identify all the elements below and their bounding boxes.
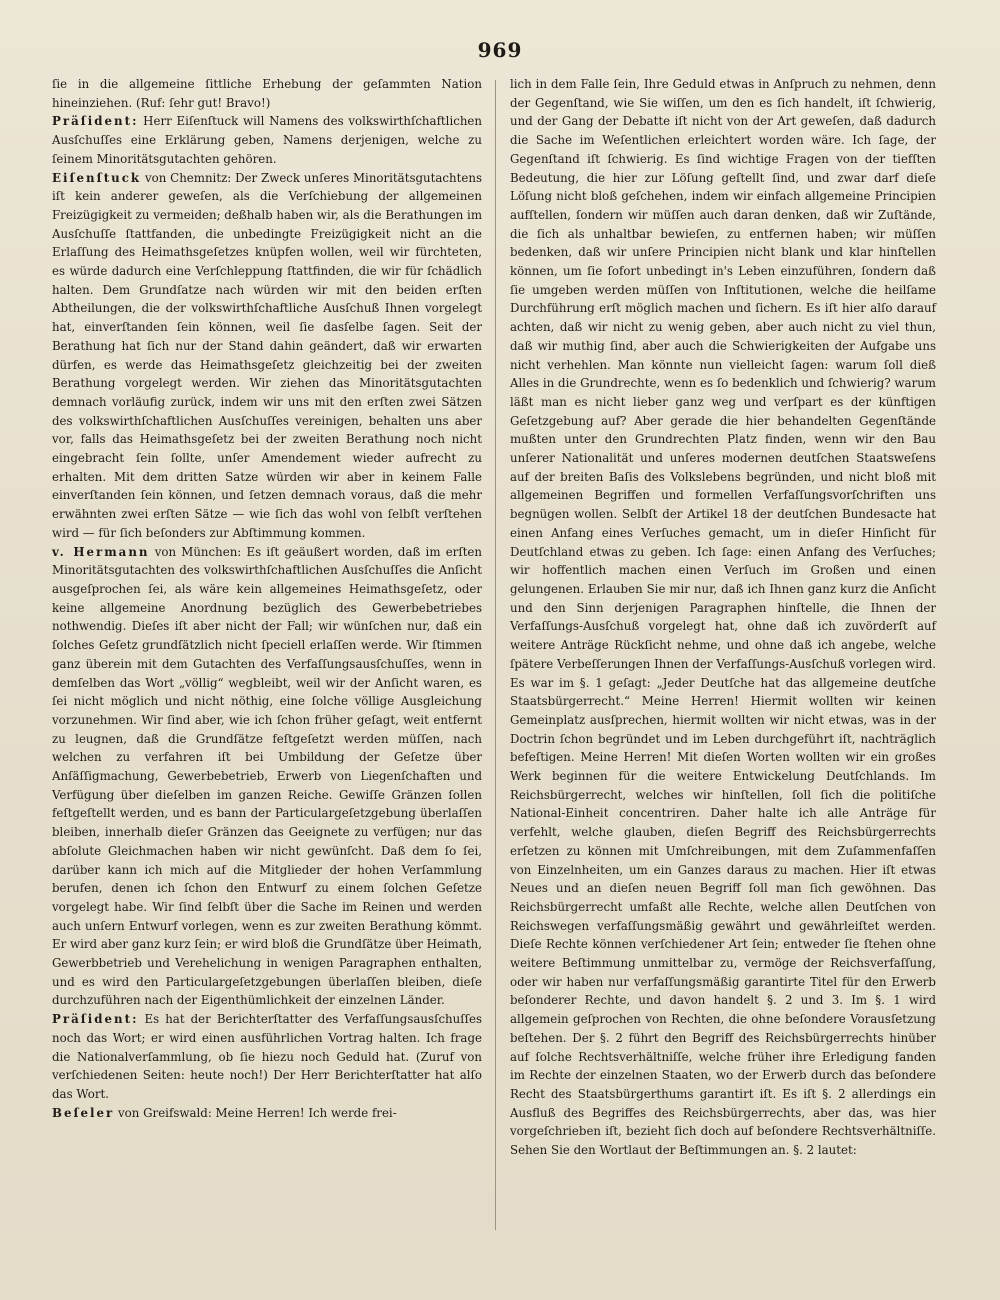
speaker-name: Eiſenſtuck	[52, 170, 142, 185]
speech-text: Herr Eiſenſtuck will Namens des volkswirthſchaftlichen Ausſchuſſes eine Erklärung geben, Namens derjenigen, welche zu ſeinem Minoritätsgutachten gehören.	[52, 114, 483, 166]
column-divider	[495, 80, 496, 1230]
paragraph	[52, 543, 482, 1011]
paragraph	[52, 112, 482, 168]
paragraph	[52, 1010, 482, 1104]
speaker-name: Präſident:	[52, 114, 139, 129]
speech-text: von Chemnitz: Der Zweck unſeres Minoritätsgutachtens iſt kein anderer geweſen, als die Verſchiebung der allgemeinen Freizügigkeit zu vermeiden; deßhalb haben wir, als die Berathungen im Ausſchuſſe ſtattfanden, die unbedingte Freizügigkeit nicht an die Erlaſſung des Heimathsgeſetzes knüpfen wollen, weil wir fürchteten, es würde dadurch eine Verſchleppung ſtattfinden, die wir für ſchädlich halten. Dem Grundſatze nach würden wir mit den beiden erſten Abtheilungen, die der volkswirthſchaftliche Ausſchuß Ihnen vorgelegt hat, einverſtanden ſein können, weil ſie dasſelbe ſagen. Seit der Berathung hat ſich nur der Stand dahin geändert, daß wir erwarten dürfen, es werde das Heimathsgeſetz gleichzeitig bei der zweiten Berathung vorgelegt werden. Wir ziehen das Minoritätsgutachten demnach vorläufig zurück, indem wir uns mit den erſten zwei Sätzen des volkswirthſchaftlichen Ausſchuſſes vereinigen, behalten uns aber vor, falls das Heimathsgeſetz bei der zweiten Berathung noch nicht eingebracht ſein ſollte, unſer Amendement wieder aufrecht zu erhalten. Mit dem dritten Satze würden wir aber in keinem Falle einverſtanden ſein können, und ſetzen demnach voraus, daß die mehr erwähnten zwei erſten Sätze — wie ſich das wohl von ſelbſt verſtehen wird — für ſich beſonders zur Abſtimmung kommen.	[52, 170, 483, 540]
speaker-name: Beſeler	[52, 1105, 115, 1120]
paragraph	[510, 75, 936, 1160]
right-column	[510, 75, 936, 1160]
speech-text: Es hat der Berichterſtatter des Verfaſſungsausſchuſſes noch das Wort; er wird einen ausführlichen Vortrag halten. Ich frage die Nationalverſammlung, ob ſie hiezu noch Geduld hat. (Zuruf von verſchiedenen Seiten: heute noch!) Der Herr Berichterſtatter hat alſo das Wort.	[52, 1012, 483, 1101]
speaker-name: Präſident:	[52, 1012, 139, 1027]
left-column	[52, 75, 482, 1122]
page-number: 969	[477, 38, 523, 62]
paragraph	[52, 169, 482, 543]
speech-text: von München: Es iſt geäußert worden, daß im erſten Minoritätsgutachten des volkswirthſchaftlichen Ausſchuſſes die Anſicht ausgeſprochen ſei, als wäre kein allgemeines Heimathsgeſetz, oder keine allgemeine Anordnung bezüglich des Gewerbebetriebes nothwendig. Dieſes iſt aber nicht der Fall; wir wünſchen nur, daß ein ſolches Geſetz grundſätzlich nicht ſpeciell erlaſſen werde. Wir ſtimmen ganz überein mit dem Gutachten des Verfaſſungsausſchuſſes, wenn in demſelben das Wort „völlig“ wegbleibt, weil wir der Anſicht waren, es ſei nicht möglich und nicht nöthig, eine ſolche völlige Ausgleichung vorzunehmen. Wir ſind aber, wie ich ſchon früher geſagt, weit entfernt zu leugnen, daß die Grundſätze feſtgeſetzt werden müſſen, nach welchen zu verfahren iſt bei Umbildung der Geſetze über Anſäſſigmachung, Gewerbebetrieb, Erwerb von Liegenſchaften und Verfügung über dieſelben im ganzen Reiche. Gewiſſe Gränzen ſollen feſtgeſtellt werden, und es bann der Particulargeſetzgebung überlaſſen bleiben, innerhalb dieſer Gränzen das Geeignete zu verfügen; nur das abſolute Gleichmachen haben wir nicht gewünſcht. Daß dem ſo ſei, darüber kann ich mich auf die Mitglieder der hohen Verſammlung berufen, denen ich ſchon den Entwurf zu einem ſolchen Geſetze vorgelegt habe. Wir ſind ſelbſt über die Sache im Reinen und werden auch unſern Entwurf vorlegen, wenn es zur zweiten Berathung kömmt. Er wird aber ganz kurz ſein; er wird bloß die Grundſätze über Heimath, Gewerbbetrieb und Verehelichung in wenigen Paragraphen enthalten, und es wird den Particulargeſetzgebungen überlaſſen bleiben, dieſe durchzuführen nach der Eigenthümlichkeit der einzelnen Länder.	[52, 544, 483, 1008]
speech-text: lich in dem Falle ſein, Ihre Geduld etwas in Anſpruch zu nehmen, denn der Gegenſtand, wie Sie wiſſen, um den es ſich handelt, iſt ſchwierig, und der Gang der Debatte iſt nicht von der Art geweſen, daß dadurch die Sache im Weſentlichen erleichtert worden wäre. Ich ſage, der Gegenſtand iſt ſchwierig. Es ſind wichtige Fragen von der tiefſten Bedeutung, die hier zur Löſung geſtellt ſind, und zwar darf dieſe Löſung nicht bloß geſchehen, indem wir einfach allgemeine Principien aufſtellen, ſondern wir müſſen auch daran denken, daß wir Zuſtände, die ſich als unhaltbar bewieſen, zu entfernen haben; wir müſſen bedenken, daß wir unſere Principien nicht blank und klar hinſtellen können, um ſie ſofort unbedingt in's Leben einzuführen, ſondern daß ſie umgeben werden müſſen von Inſtitutionen, welche die heilſame Durchführung erſt möglich machen und ſichern. Es iſt hier alſo darauf achten, daß wir nicht zu wenig geben, aber auch nicht zu viel thun, daß wir muthig ſind, aber auch die Schwierigkeiten der Aufgabe uns nicht verhehlen. Man könnte nun vielleicht ſagen: warum ſoll dieß Alles in die Grundrechte, wenn es ſo bedenklich und ſchwierig? warum läßt man es nicht lieber ganz weg und verſpart es der künftigen Geſetzgebung auf? Aber gerade die hier behandelten Gegenſtände mußten unter den Grundrechten Platz finden, wenn wir den Bau unſerer Nationalität und unſeres modernen deutſchen Staatsweſens auf der breiten Baſis des Volkslebens begründen, und nicht bloß mit allgemeinen Begriffen und formellen Verfaſſungsvorſchriften uns begnügen wollen. Selbſt der Artikel 18 der deutſchen Bundesacte hat einen Anfang eines Verſuches gemacht, um in dieſer Hinſicht für Deutſchland etwas zu geben. Ich ſage: einen Anfang des Verſuches; wir hoffentlich machen einen Verſuch im Großen und einen gelungenen. Erlauben Sie mir nur, daß ich Ihnen ganz kurz die Anſicht und den Sinn derjenigen Paragraphen hinſtelle, die Ihnen der Verfaſſungs-Ausſchuß vorgelegt hat, ohne daß ich zuvörderſt auf weitere Anträge Rückſicht nehme, und ohne daß ich angebe, welche ſpätere Verbeſſerungen Ihnen der Verfaſſungs-Ausſchuß vorlegen wird. Es war im §. 1 geſagt: „Jeder Deutſche hat das allgemeine deutſche Staatsbürgerrecht.“ Meine Herren! Hiermit wollten wir keinen Gemeinplatz ausſprechen, hiermit wollten wir nicht etwas, was in der Doctrin ſchon begründet und im Leben durchgeführt iſt, nachträglich befeſtigen. Meine Herren! Mit dieſen Worten wollten wir ein großes Werk beginnen für die weitere Entwickelung Deutſchlands. Im Reichsbürgerrecht, welches wir hinſtellen, ſoll ſich die politiſche National-Einheit concentriren. Daher halte ich alle Anträge für verfehlt, welche glauben, dieſen Begriff des Reichsbürgerrechts erſetzen zu können mit Umſchreibungen, mit dem Zuſammenfaſſen von Einzelnheiten, um ein Ganzes daraus zu machen. Hier iſt etwas Neues und an dieſen neuen Begriff ſoll man ſich gewöhnen. Das Reichsbürgerrecht umfaßt alle Rechte, welche allen Deutſchen von Reichswegen verfaſſungsmäßig gewährt und gewährleiſtet werden. Dieſe Rechte können verſchiedener Art ſein; entweder ſie ſtehen ohne weitere Beſtimmung unmittelbar zu, vermöge der Reichsverfaſſung, oder wir haben nur verfaſſungsmäßig garantirte Titel für den Erwerb beſonderer Rechte, und davon handelt §. 2 und 3. Im §. 1 wird allgemein geſprochen von Rechten, die ohne beſondere Vorausſetzung beſtehen. Der §. 2 führt den Begriff des Reichsbürgerrechts hinüber auf ſolche Rechtsverhältniſſe, welche früher ihre Erledigung fanden im Rechte der einzelnen Staaten, wo der Erwerb durch das beſondere Recht des Staatsbürgerthums garantirt iſt. Es iſt §. 2 allerdings ein Ausfluß des Begriffes des Reichsbürgerrechts, aber das, was hier vorgeſchrieben iſt, bezieht ſich doch auf beſondere Rechtsverhältniſſe. Sehen Sie den Wortlaut der Beſtimmungen an. §. 2 lautet:	[510, 77, 936, 1158]
speech-text: von Greifswald: Meine Herren! Ich werde frei-	[118, 1105, 397, 1120]
speech-text: ſie in die allgemeine ſittliche Erhebung der geſammten Nation hineinziehen. (Ruf: ſehr gut! Bravo!)	[52, 77, 482, 110]
paragraph	[52, 75, 482, 112]
speaker-name: v. Hermann	[52, 544, 150, 559]
paragraph	[52, 1104, 482, 1123]
